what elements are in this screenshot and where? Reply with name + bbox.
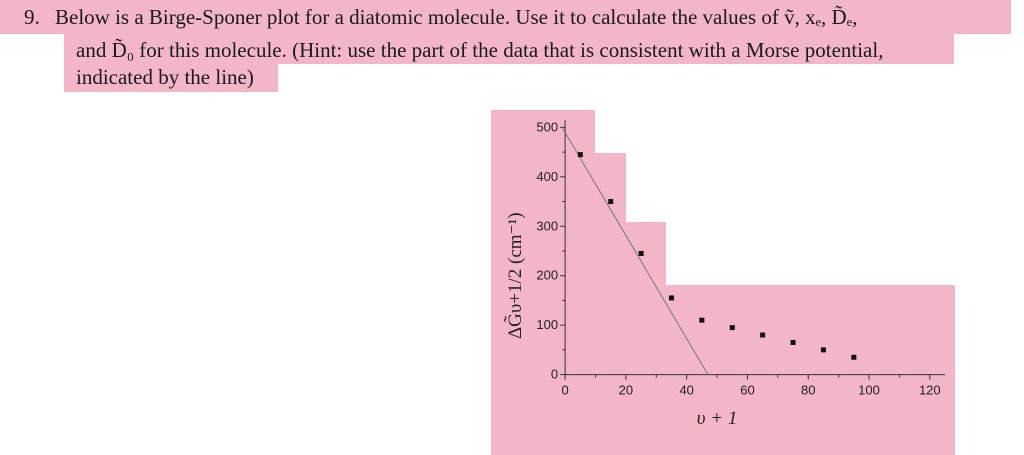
x-axis-label: υ + 1 — [696, 408, 738, 429]
data-point — [760, 333, 765, 338]
data-points — [578, 152, 857, 360]
data-point — [699, 318, 704, 323]
y-tick-label: 500 — [536, 119, 559, 135]
y-tick-label: 300 — [536, 218, 559, 234]
data-point — [821, 347, 826, 352]
x-tick-label: 120 — [918, 382, 941, 398]
y-tick-label: 200 — [536, 267, 559, 283]
morse-fit-line — [562, 127, 708, 374]
question-number: 9. — [24, 5, 40, 29]
question-line-3: indicated by the line) — [76, 65, 254, 89]
data-point — [730, 325, 735, 330]
chart-axes — [565, 120, 945, 375]
x-tick-label: 0 — [561, 382, 569, 398]
data-point — [608, 199, 613, 204]
y-axis-label: ΔG̃υ+1/2 (cm⁻¹) — [505, 212, 526, 340]
y-tick-label: 400 — [536, 168, 559, 184]
y-tick-label: 100 — [536, 317, 559, 333]
data-point — [639, 251, 644, 256]
x-tick-label: 40 — [679, 382, 694, 398]
x-tick-label: 60 — [740, 382, 755, 398]
data-point — [578, 152, 583, 157]
data-point — [791, 340, 796, 345]
chart-ticks — [536, 119, 940, 397]
question-line-2: and D̃₀ for this molecule. (Hint: use the part of the data that is consistent with a Morse potential, — [76, 38, 884, 62]
data-point — [669, 295, 674, 300]
x-tick-label: 20 — [618, 382, 634, 398]
question-line-1: Below is a Birge-Sponer plot for a diatomic molecule. Use it to calculate the values of ṽ, xₑ, D̃ₑ, — [55, 5, 858, 29]
x-tick-label: 100 — [858, 382, 880, 398]
y-tick-label: 0 — [550, 366, 559, 382]
x-tick-label: 80 — [801, 382, 816, 398]
data-point — [851, 355, 856, 360]
